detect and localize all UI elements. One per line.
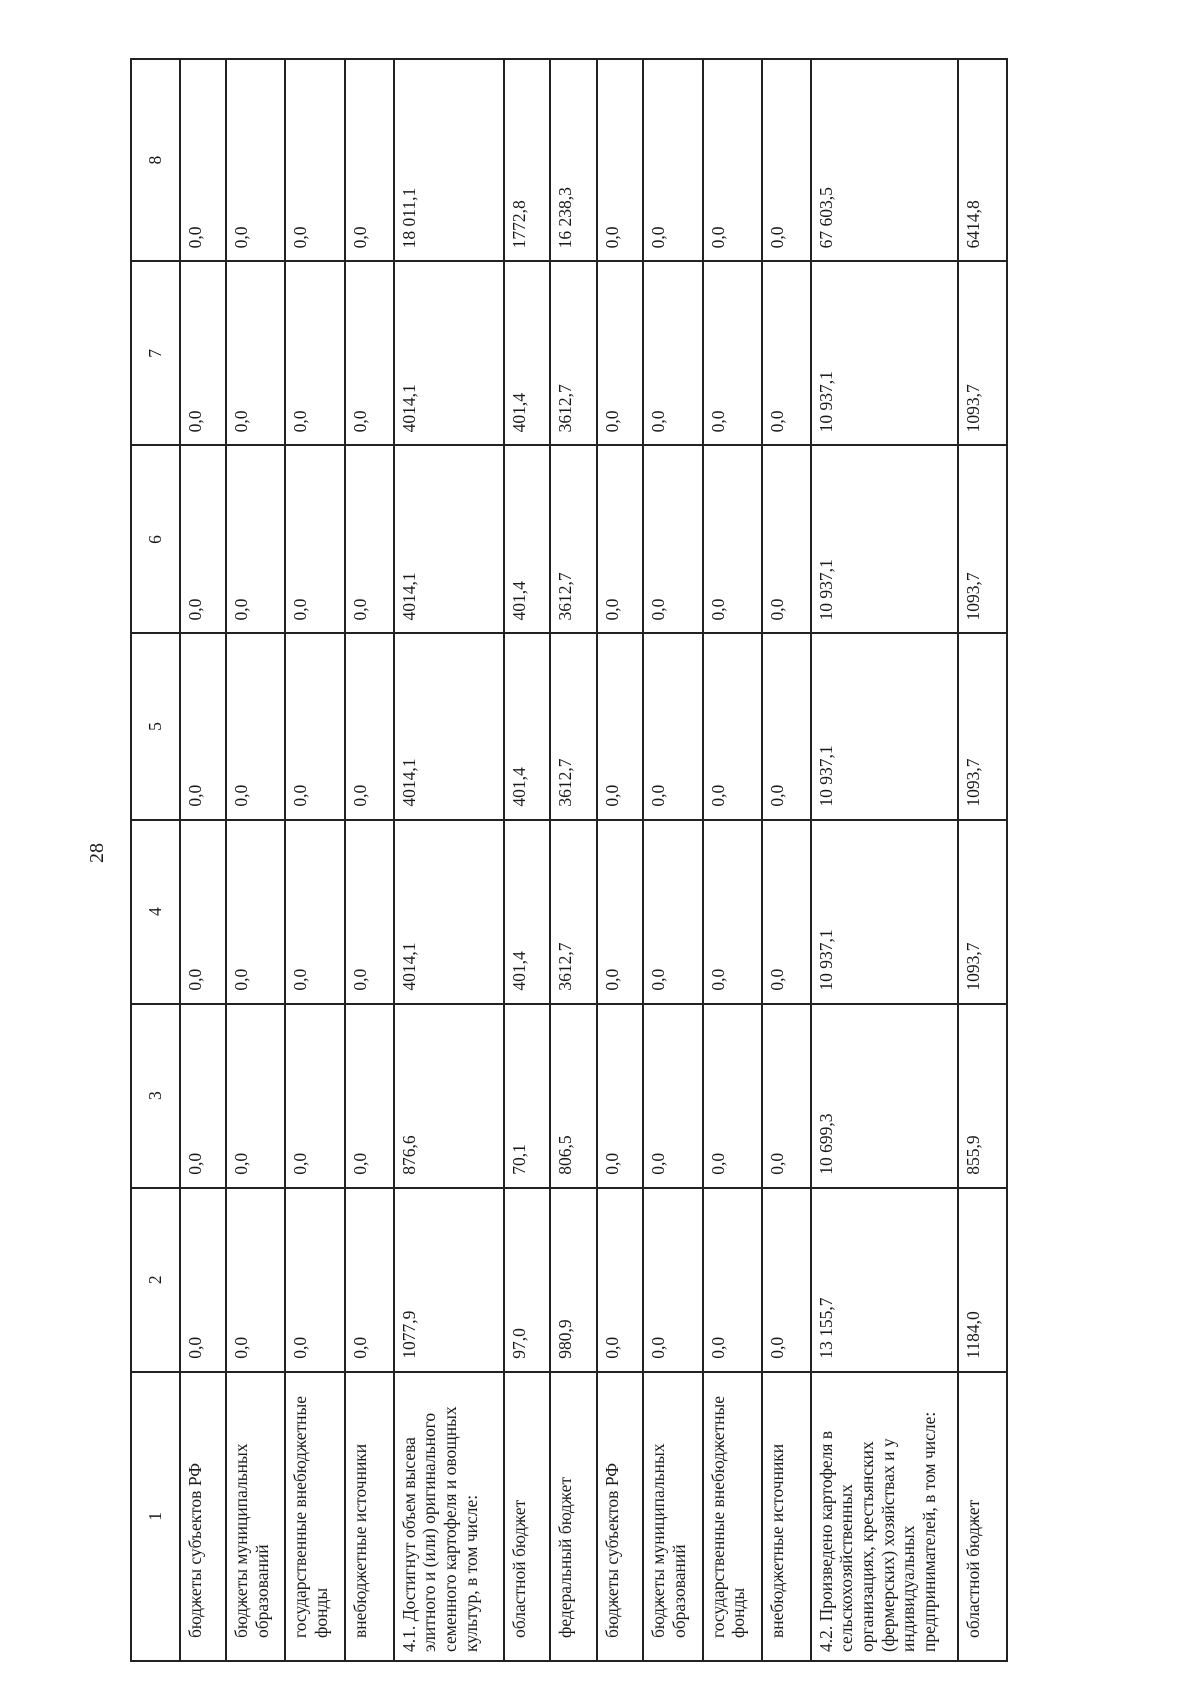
header-cell: 4 bbox=[131, 820, 180, 1004]
value-cell: 0,0 bbox=[345, 59, 394, 261]
table-row bbox=[762, 59, 811, 1661]
value-cell: 0,0 bbox=[285, 1004, 345, 1188]
value-cell: 0,0 bbox=[226, 820, 286, 1004]
value-cell: 0,0 bbox=[597, 445, 643, 633]
value-cell: 0,0 bbox=[762, 59, 811, 261]
value-cell: 0,0 bbox=[643, 1188, 703, 1372]
header-cell: 2 bbox=[131, 1188, 180, 1372]
row-label: государственные внебюджетные фонды bbox=[703, 1372, 763, 1661]
value-cell: 1093,7 bbox=[958, 445, 1007, 633]
value-cell: 1093,7 bbox=[958, 633, 1007, 819]
value-cell: 10 937,1 bbox=[811, 820, 959, 1004]
row-label: бюджеты субъектов РФ bbox=[597, 1372, 643, 1661]
value-cell: 3612,7 bbox=[550, 633, 596, 819]
value-cell: 18 011,1 bbox=[394, 59, 504, 261]
value-cell: 0,0 bbox=[597, 1004, 643, 1188]
table-row bbox=[394, 59, 504, 1661]
row-label: областной бюджет bbox=[958, 1372, 1007, 1661]
value-cell: 0,0 bbox=[285, 59, 345, 261]
row-label: 4.2. Произведено картофеля в сельскохозяйственных организациях, крестьянских (фермерских) хозяйствах и у индивидуальных предпринимателей, в том числе: bbox=[811, 1372, 959, 1661]
table-row bbox=[597, 59, 643, 1661]
value-cell: 806,5 bbox=[550, 1004, 596, 1188]
value-cell: 0,0 bbox=[226, 261, 286, 445]
value-cell: 0,0 bbox=[762, 445, 811, 633]
header-cell: 1 bbox=[131, 1372, 180, 1661]
value-cell: 401,4 bbox=[504, 820, 550, 1004]
table-row bbox=[180, 59, 226, 1661]
value-cell: 1772,8 bbox=[504, 59, 550, 261]
value-cell: 0,0 bbox=[345, 633, 394, 819]
value-cell: 401,4 bbox=[504, 261, 550, 445]
value-cell: 3612,7 bbox=[550, 261, 596, 445]
value-cell: 0,0 bbox=[180, 633, 226, 819]
header-cell: 7 bbox=[131, 261, 180, 445]
value-cell: 980,9 bbox=[550, 1188, 596, 1372]
value-cell: 0,0 bbox=[180, 59, 226, 261]
value-cell: 0,0 bbox=[703, 633, 763, 819]
value-cell: 0,0 bbox=[285, 445, 345, 633]
page-number: 28 bbox=[86, 843, 108, 863]
value-cell: 1077,9 bbox=[394, 1188, 504, 1372]
value-cell: 1093,7 bbox=[958, 261, 1007, 445]
row-label: бюджеты муниципальных образований bbox=[643, 1372, 703, 1661]
value-cell: 0,0 bbox=[226, 1004, 286, 1188]
value-cell: 0,0 bbox=[643, 820, 703, 1004]
value-cell: 0,0 bbox=[345, 1188, 394, 1372]
value-cell: 0,0 bbox=[703, 261, 763, 445]
budget-table bbox=[130, 58, 1008, 1662]
table-row bbox=[703, 59, 763, 1661]
value-cell: 10 937,1 bbox=[811, 633, 959, 819]
table-row bbox=[226, 59, 286, 1661]
value-cell: 0,0 bbox=[180, 820, 226, 1004]
value-cell: 0,0 bbox=[345, 1004, 394, 1188]
value-cell: 0,0 bbox=[762, 820, 811, 1004]
value-cell: 0,0 bbox=[285, 1188, 345, 1372]
row-label: бюджеты субъектов РФ bbox=[180, 1372, 226, 1661]
value-cell: 0,0 bbox=[180, 1004, 226, 1188]
value-cell: 1184,0 bbox=[958, 1188, 1007, 1372]
value-cell: 6414,8 bbox=[958, 59, 1007, 261]
value-cell: 67 603,5 bbox=[811, 59, 959, 261]
row-label: внебюджетные источники bbox=[345, 1372, 394, 1661]
value-cell: 0,0 bbox=[703, 820, 763, 1004]
value-cell: 876,6 bbox=[394, 1004, 504, 1188]
value-cell: 0,0 bbox=[226, 59, 286, 261]
header-cell: 5 bbox=[131, 633, 180, 819]
value-cell: 97,0 bbox=[504, 1188, 550, 1372]
value-cell: 10 937,1 bbox=[811, 261, 959, 445]
value-cell: 0,0 bbox=[762, 261, 811, 445]
value-cell: 0,0 bbox=[345, 261, 394, 445]
row-label: бюджеты муниципальных образований bbox=[226, 1372, 286, 1661]
value-cell: 0,0 bbox=[345, 445, 394, 633]
value-cell: 0,0 bbox=[597, 633, 643, 819]
table-row bbox=[643, 59, 703, 1661]
value-cell: 0,0 bbox=[226, 445, 286, 633]
value-cell: 0,0 bbox=[762, 1188, 811, 1372]
row-label: федеральный бюджет bbox=[550, 1372, 596, 1661]
value-cell: 855,9 bbox=[958, 1004, 1007, 1188]
table-row bbox=[958, 59, 1007, 1661]
rotated-table-wrapper bbox=[130, 58, 1008, 1662]
value-cell: 10 699,3 bbox=[811, 1004, 959, 1188]
value-cell: 0,0 bbox=[285, 261, 345, 445]
value-cell: 0,0 bbox=[180, 445, 226, 633]
value-cell: 0,0 bbox=[285, 820, 345, 1004]
table-row bbox=[285, 59, 345, 1661]
value-cell: 4014,1 bbox=[394, 633, 504, 819]
table-row bbox=[811, 59, 959, 1661]
value-cell: 0,0 bbox=[762, 633, 811, 819]
value-cell: 4014,1 bbox=[394, 261, 504, 445]
value-cell: 0,0 bbox=[597, 59, 643, 261]
value-cell: 401,4 bbox=[504, 633, 550, 819]
value-cell: 3612,7 bbox=[550, 445, 596, 633]
value-cell: 0,0 bbox=[226, 1188, 286, 1372]
value-cell: 0,0 bbox=[643, 59, 703, 261]
header-cell: 8 bbox=[131, 59, 180, 261]
value-cell: 0,0 bbox=[762, 1004, 811, 1188]
value-cell: 10 937,1 bbox=[811, 445, 959, 633]
row-label: областной бюджет bbox=[504, 1372, 550, 1661]
value-cell: 0,0 bbox=[703, 445, 763, 633]
table-header-row bbox=[131, 59, 180, 1661]
row-label: внебюджетные источники bbox=[762, 1372, 811, 1661]
value-cell: 0,0 bbox=[643, 633, 703, 819]
value-cell: 0,0 bbox=[597, 1188, 643, 1372]
value-cell: 401,4 bbox=[504, 445, 550, 633]
table-body bbox=[131, 59, 1007, 1661]
value-cell: 4014,1 bbox=[394, 445, 504, 633]
value-cell: 0,0 bbox=[345, 820, 394, 1004]
value-cell: 3612,7 bbox=[550, 820, 596, 1004]
value-cell: 0,0 bbox=[703, 1188, 763, 1372]
value-cell: 0,0 bbox=[597, 820, 643, 1004]
value-cell: 0,0 bbox=[180, 1188, 226, 1372]
table-row bbox=[345, 59, 394, 1661]
value-cell: 4014,1 bbox=[394, 820, 504, 1004]
row-label: государственные внебюджетные фонды bbox=[285, 1372, 345, 1661]
table-row bbox=[504, 59, 550, 1661]
value-cell: 0,0 bbox=[643, 1004, 703, 1188]
value-cell: 1093,7 bbox=[958, 820, 1007, 1004]
value-cell: 0,0 bbox=[703, 1004, 763, 1188]
header-cell: 6 bbox=[131, 445, 180, 633]
value-cell: 0,0 bbox=[285, 633, 345, 819]
value-cell: 70,1 bbox=[504, 1004, 550, 1188]
table-frame bbox=[130, 58, 1008, 1662]
value-cell: 0,0 bbox=[703, 59, 763, 261]
value-cell: 13 155,7 bbox=[811, 1188, 959, 1372]
table-row bbox=[550, 59, 596, 1661]
value-cell: 0,0 bbox=[597, 261, 643, 445]
value-cell: 0,0 bbox=[643, 261, 703, 445]
header-cell: 3 bbox=[131, 1004, 180, 1188]
value-cell: 0,0 bbox=[226, 633, 286, 819]
value-cell: 0,0 bbox=[643, 445, 703, 633]
value-cell: 16 238,3 bbox=[550, 59, 596, 261]
value-cell: 0,0 bbox=[180, 261, 226, 445]
row-label: 4.1. Достигнут объем высева элитного и (или) оригинального семенного картофеля и овощных культур, в том числе: bbox=[394, 1372, 504, 1661]
